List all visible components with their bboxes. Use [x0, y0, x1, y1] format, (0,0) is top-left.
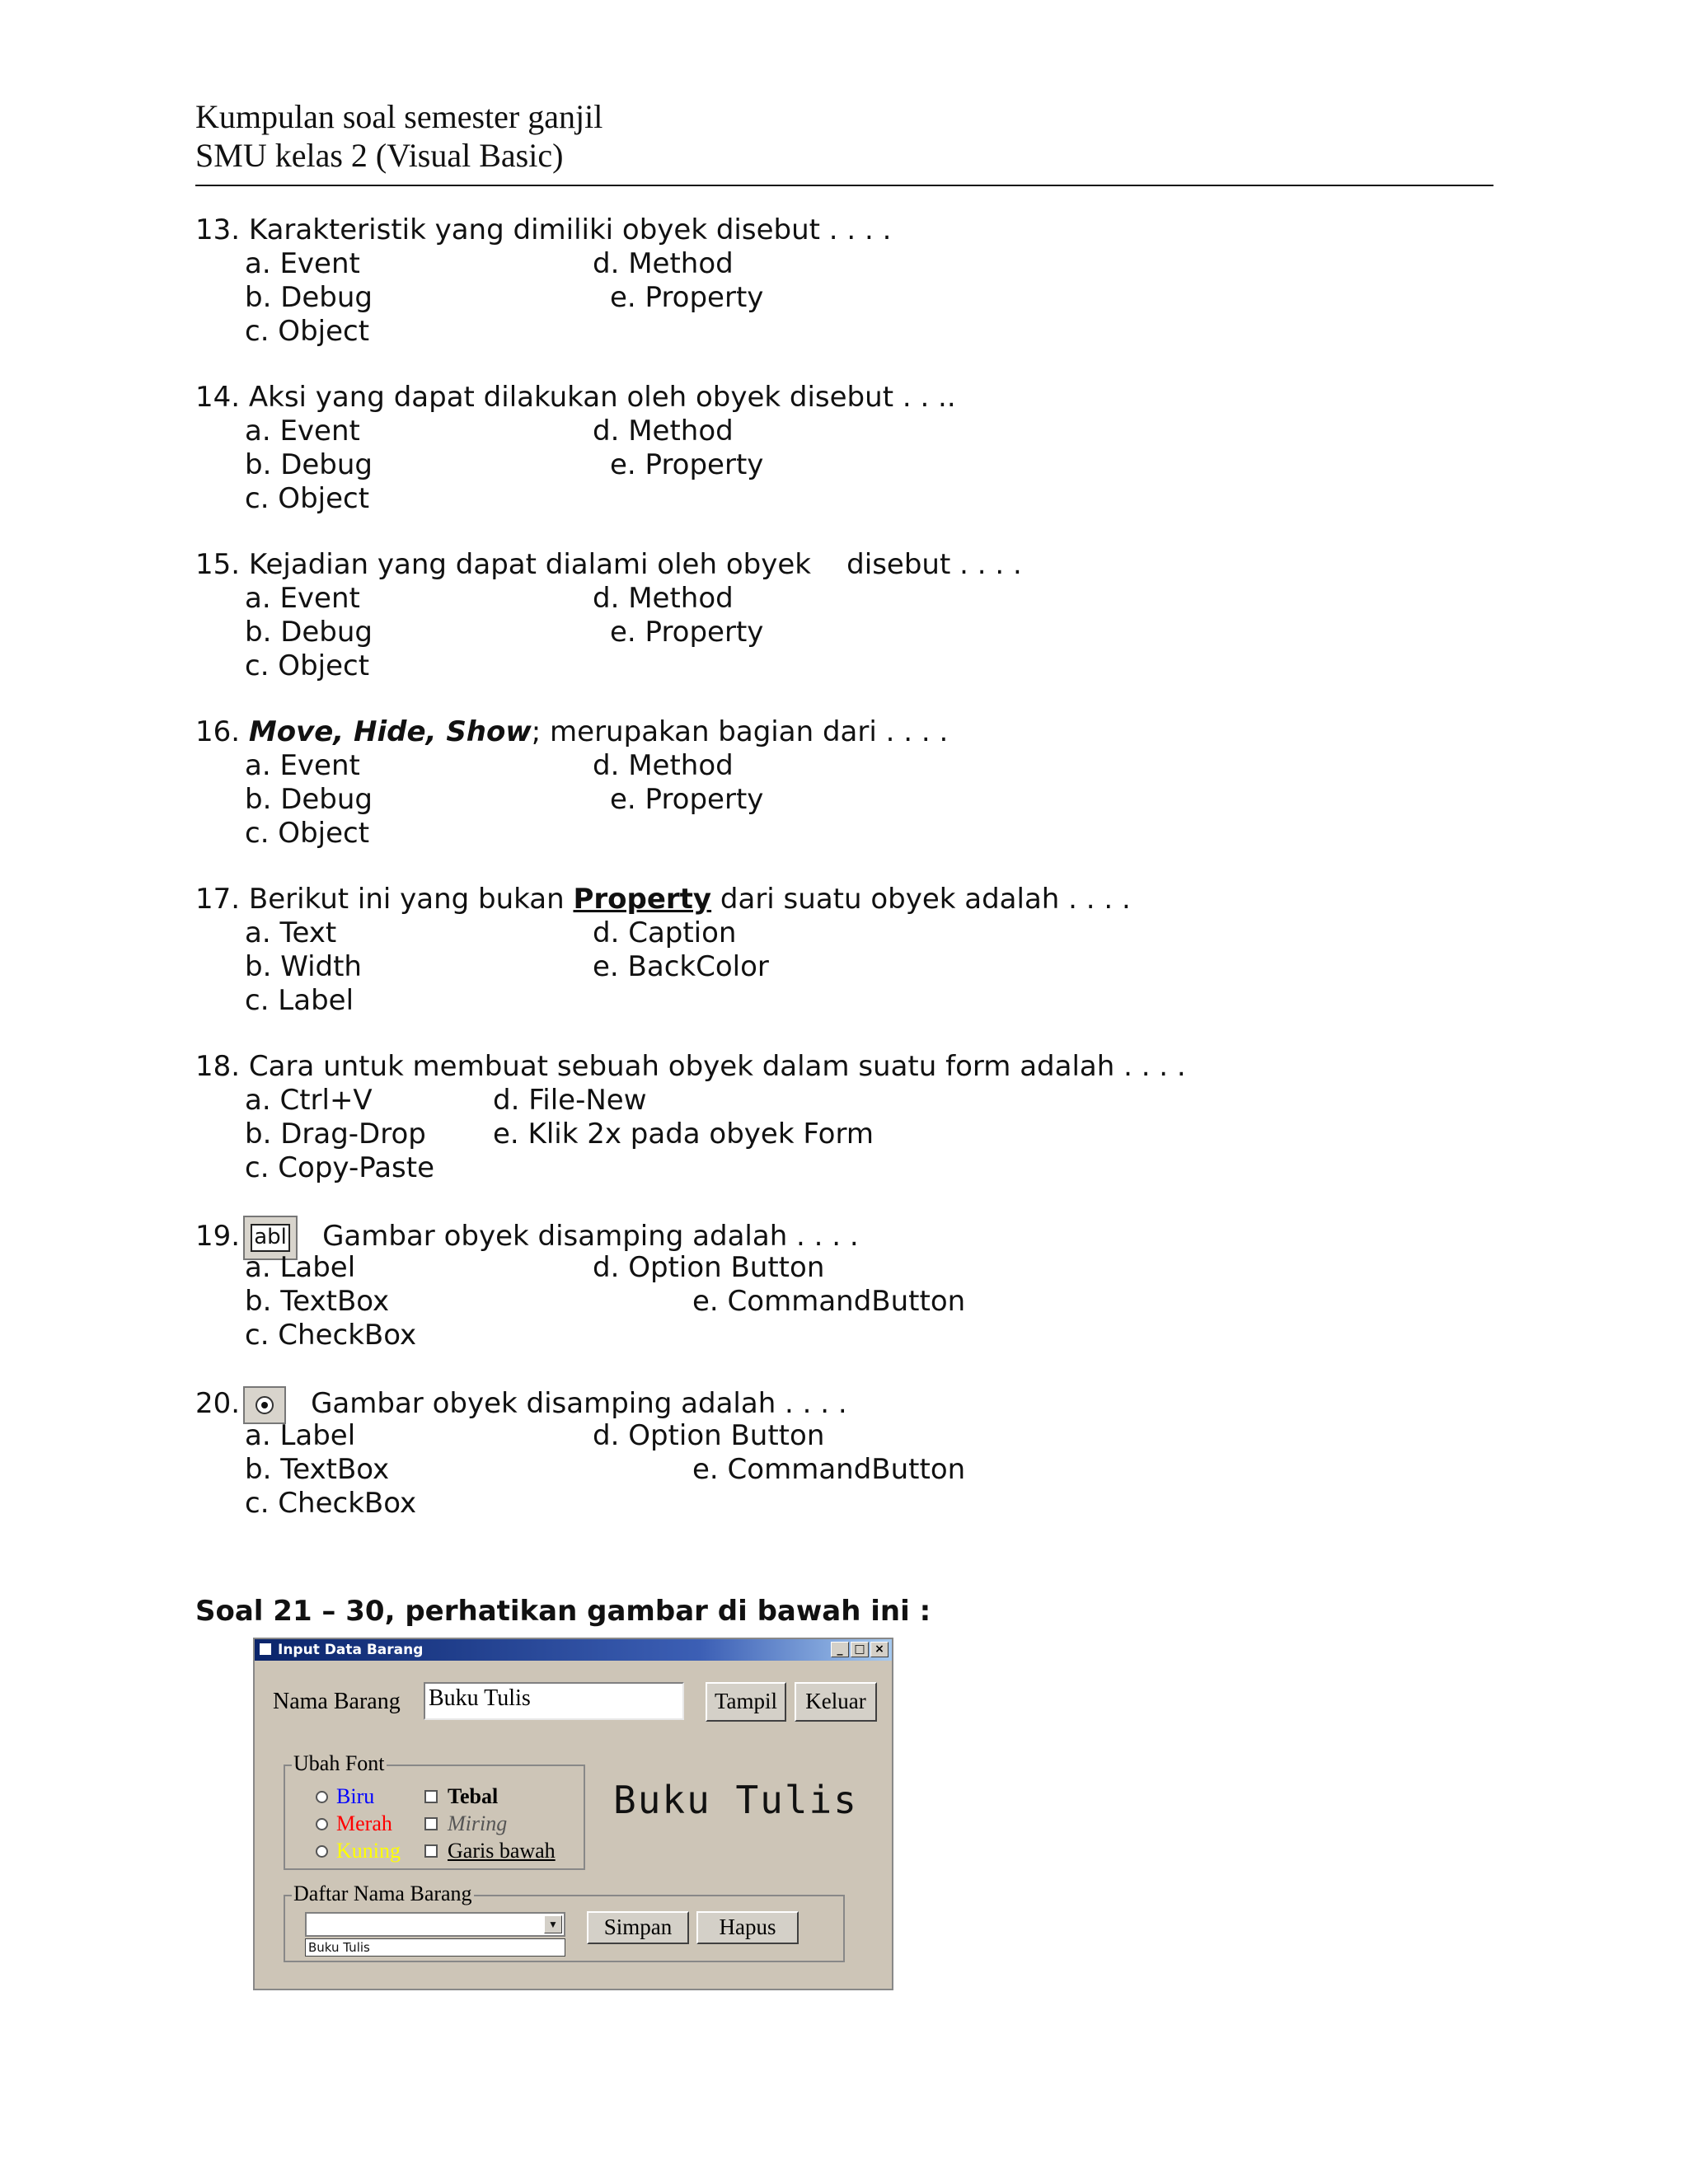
option-button-tool-icon	[243, 1386, 286, 1424]
header-subtitle: SMU kelas 2 (Visual Basic)	[195, 137, 564, 174]
option-16b: b. Debug	[245, 783, 373, 816]
garis-bawah-checkbox[interactable]	[424, 1844, 438, 1858]
textbox-tool-glyph: abl	[251, 1224, 290, 1252]
kuning-radio[interactable]	[316, 1845, 328, 1858]
option-15c: c. Object	[245, 649, 370, 682]
ubah-font-caption: Ubah Font	[293, 1751, 385, 1775]
section-title: Soal 21 – 30, perhatikan gambar di bawah ini :	[195, 1595, 931, 1628]
option-15b: b. Debug	[245, 616, 373, 649]
question-14: 14. Aksi yang dapat dilakukan oleh obyek disebut . . ..	[195, 381, 956, 414]
question-19: 19. abl Gambar obyek disamping adalah . . . .	[195, 1212, 859, 1261]
option-19a: a. Label	[245, 1251, 356, 1284]
simpan-button[interactable]: Simpan	[587, 1911, 689, 1944]
option-17a: a. Text	[245, 916, 337, 949]
option-20e: e. CommandButton	[692, 1453, 966, 1486]
window-title: Input Data Barang	[278, 1642, 424, 1658]
option-16e: e. Property	[610, 783, 764, 816]
input-data-barang-window	[253, 1638, 893, 1990]
option-19d: d. Option Button	[593, 1251, 825, 1284]
page-header	[195, 97, 1493, 175]
question-17: 17. Berikut ini yang bukan Property dari suatu obyek adalah . . . .	[195, 883, 1131, 916]
nama-barang-input[interactable]: Buku Tulis	[424, 1682, 684, 1720]
tebal-label: Tebal	[448, 1784, 499, 1808]
option-20d: d. Option Button	[593, 1419, 825, 1452]
minimize-icon[interactable]: _	[831, 1642, 849, 1657]
option-18b: b. Drag-Drop	[245, 1118, 426, 1151]
option-13b: b. Debug	[245, 281, 373, 314]
header-title: Kumpulan soal semester ganjil	[195, 98, 603, 135]
option-15d: d. Method	[593, 582, 734, 615]
merah-label: Merah	[336, 1811, 392, 1835]
option-14e: e. Property	[610, 448, 764, 481]
option-16a: a. Event	[245, 749, 360, 782]
miring-checkbox[interactable]	[424, 1817, 438, 1830]
option-20b: b. TextBox	[245, 1453, 390, 1486]
option-14c: c. Object	[245, 482, 370, 515]
option-15e: e. Property	[610, 616, 764, 649]
option-18d: d. File-New	[493, 1084, 647, 1117]
tampil-button[interactable]: Tampil	[706, 1682, 786, 1722]
daftar-nama-barang-caption: Daftar Nama Barang	[293, 1882, 472, 1905]
option-17d: d. Caption	[593, 916, 737, 949]
maximize-icon[interactable]: □	[851, 1642, 869, 1657]
option-15a: a. Event	[245, 582, 360, 615]
close-icon[interactable]: ×	[870, 1642, 889, 1657]
option-13e: e. Property	[610, 281, 764, 314]
option-19c: c. CheckBox	[245, 1319, 417, 1352]
option-13c: c. Object	[245, 315, 370, 348]
miring-label: Miring	[448, 1811, 508, 1835]
tebal-checkbox[interactable]	[424, 1790, 438, 1803]
header-divider	[195, 185, 1493, 186]
kuning-label: Kuning	[336, 1839, 401, 1863]
option-14a: a. Event	[245, 415, 360, 448]
option-16d: d. Method	[593, 749, 734, 782]
keluar-button[interactable]: Keluar	[795, 1682, 877, 1722]
hapus-button[interactable]: Hapus	[696, 1911, 799, 1944]
merah-radio[interactable]	[316, 1818, 328, 1830]
option-13a: a. Event	[245, 247, 360, 280]
option-17e: e. BackColor	[593, 950, 769, 983]
question-16-emphasis: Move, Hide, Show	[248, 715, 532, 748]
question-18: 18. Cara untuk membuat sebuah obyek dalam suatu form adalah . . . .	[195, 1050, 1186, 1083]
option-16c: c. Object	[245, 817, 370, 850]
question-20: 20. Gambar obyek disamping adalah . . . .	[195, 1380, 847, 1427]
biru-label: Biru	[336, 1784, 375, 1808]
option-17c: c. Label	[245, 984, 354, 1017]
option-20c: c. CheckBox	[245, 1487, 417, 1520]
option-14b: b. Debug	[245, 448, 373, 481]
nama-barang-combo[interactable]	[305, 1912, 565, 1937]
question-13: 13. Karakteristik yang dimiliki obyek disebut . . . .	[195, 213, 892, 246]
question-17-emphasis: Property	[573, 883, 712, 916]
option-14d: d. Method	[593, 415, 734, 448]
garis-bawah-label: Garis bawah	[448, 1839, 556, 1863]
option-13d: d. Method	[593, 247, 734, 280]
nama-barang-label: Nama Barang	[273, 1689, 401, 1714]
window-titlebar	[255, 1639, 892, 1661]
nama-barang-list[interactable]: Buku Tulis	[305, 1938, 565, 1957]
option-18a: a. Ctrl+V	[245, 1084, 373, 1117]
option-18c: c. Copy-Paste	[245, 1151, 434, 1184]
preview-label: Buku Tulis	[613, 1778, 858, 1822]
option-20a: a. Label	[245, 1419, 356, 1452]
option-19b: b. TextBox	[245, 1285, 390, 1318]
option-18e: e. Klik 2x pada obyek Form	[493, 1118, 874, 1151]
question-16: 16. Move, Hide, Show; merupakan bagian dari . . . .	[195, 715, 949, 748]
option-17b: b. Width	[245, 950, 362, 983]
option-19e: e. CommandButton	[692, 1285, 966, 1318]
form-icon	[260, 1643, 271, 1655]
chevron-down-icon[interactable]: ▼	[544, 1915, 562, 1933]
question-15: 15. Kejadian yang dapat dialami oleh obyek disebut . . . .	[195, 548, 1022, 581]
biru-radio[interactable]	[316, 1791, 328, 1803]
